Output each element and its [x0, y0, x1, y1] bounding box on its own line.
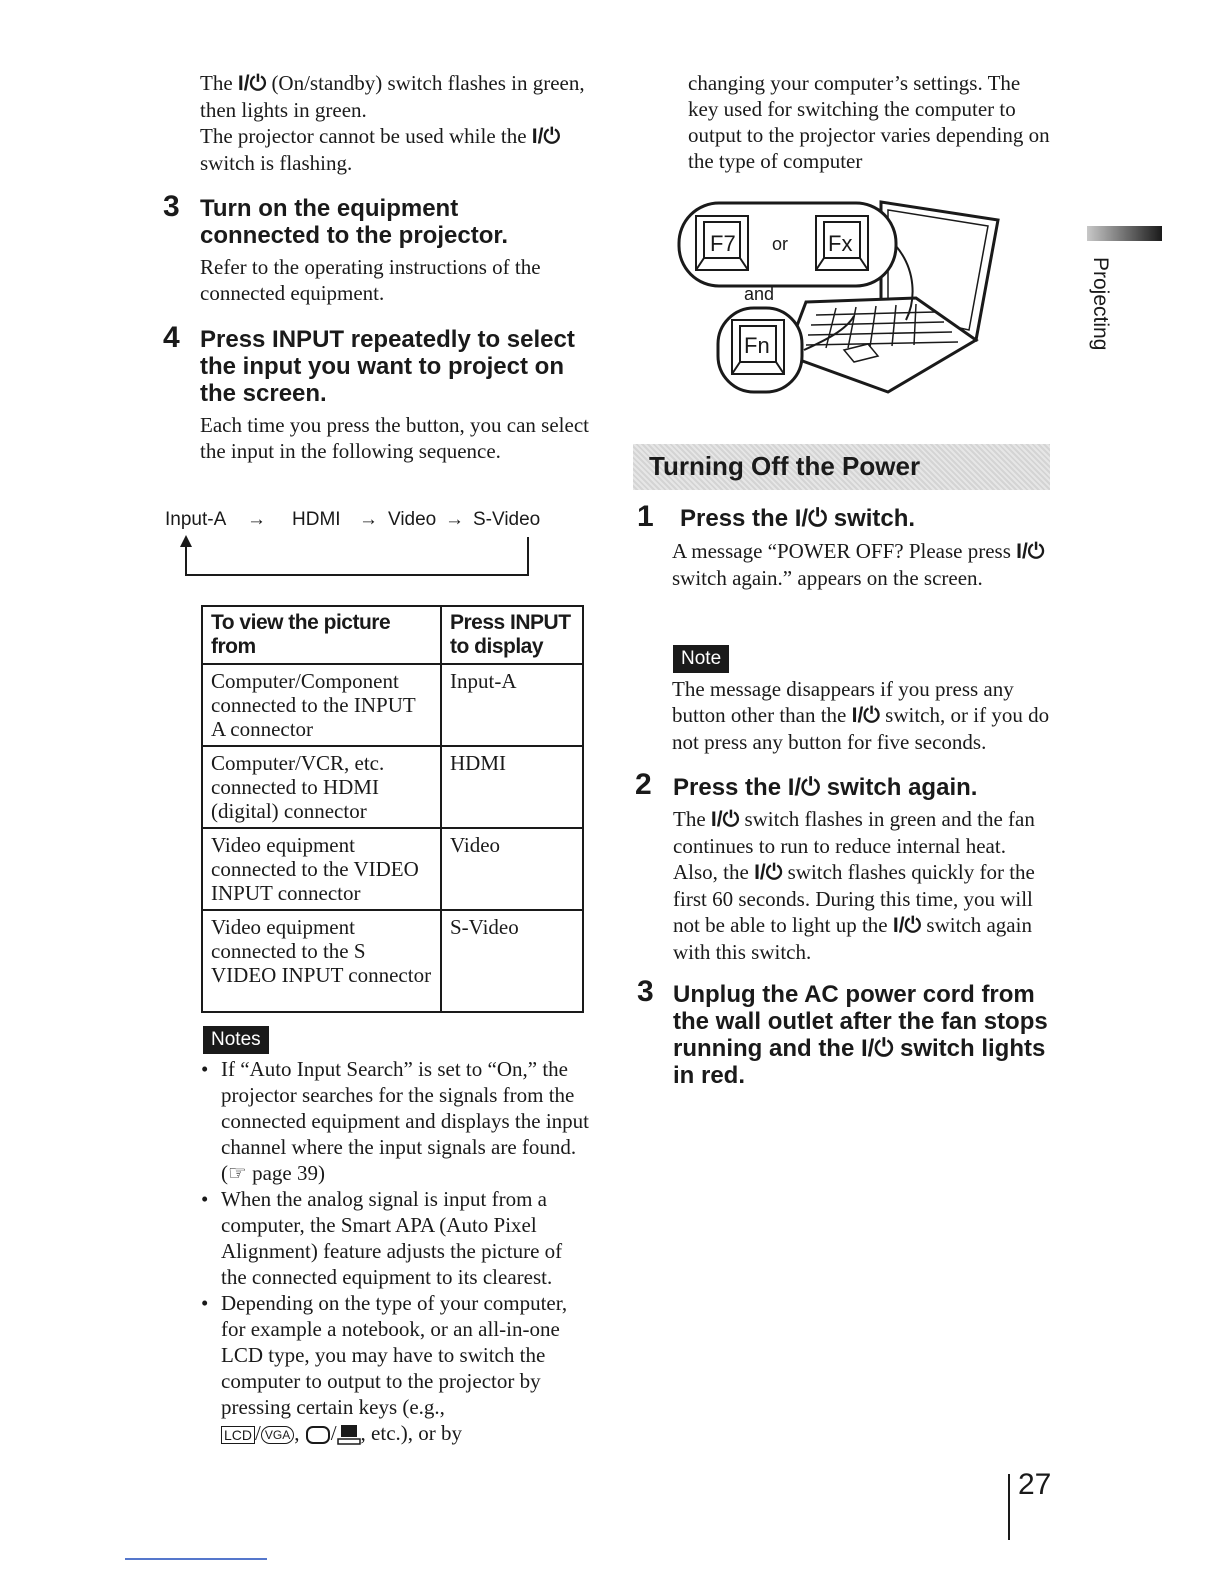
heading-text: switch again. — [820, 774, 978, 801]
body-text: A message “POWER OFF? Please press — [672, 539, 1017, 563]
body-text: The message disappears if you press any button other than the — [672, 677, 1014, 727]
list-item: • When the analog signal is input from a computer, the Smart APA (Auto Pixel Alignment) feature adjusts the picture of the connected equipment to its clearest. — [201, 1186, 591, 1290]
notes-badge: Notes — [203, 1026, 269, 1054]
lcd-key-icon — [221, 1426, 255, 1444]
side-tab-marker — [1087, 226, 1162, 241]
body-text: switch again with this switch. — [673, 913, 1032, 964]
continued-paragraph: changing your computer’s settings. The key used for switching the computer to output to the projector varies depending on the type of computer — [688, 71, 1050, 173]
step-heading — [673, 981, 1058, 1089]
illus-key-label: Fx — [828, 231, 853, 256]
vga-key-icon — [261, 1426, 294, 1444]
monitor-key-icon — [337, 1424, 361, 1446]
table-cell: S-Video — [441, 910, 583, 1012]
step-heading — [680, 505, 1050, 532]
heading-text: Unplug the AC power cord from the wall outlet after the fan stops running and the — [673, 981, 1048, 1062]
power-switch-symbol: I/⏻ — [787, 774, 821, 801]
sequence-item: Video — [388, 509, 437, 530]
footer-link-rule — [125, 1558, 267, 1560]
table-header: To view the picture from — [202, 606, 441, 664]
step-heading: Turn on the equipment connected to the projector. — [200, 195, 509, 249]
power-switch-symbol: I/⏻ — [531, 125, 561, 148]
input-table — [201, 605, 584, 1013]
heading-text: Press the — [680, 505, 795, 532]
power-switch-symbol: I/⏻ — [851, 704, 880, 727]
step-body: Refer to the operating instructions of the connected equipment. — [200, 255, 541, 305]
table-row — [202, 664, 583, 746]
intro-text: The projector cannot be used while the — [200, 124, 532, 148]
arrow-right-icon: → — [445, 509, 464, 530]
arrow-right-icon: → — [247, 509, 266, 530]
input-sequence-diagram — [165, 509, 585, 579]
heading-text: switch lights in red. — [673, 1035, 1046, 1089]
table-cell: Computer/VCR, etc. connected to HDMI (digital) connector — [202, 746, 441, 828]
step-body — [673, 806, 1053, 965]
vga-key-label: VGA — [264, 1428, 291, 1443]
list-item: • If “Auto Input Search” is set to “On,” the projector searches for the signals from the connected equipment and displays the input channel where the input signals are found. (☞ page 39) — [201, 1056, 591, 1186]
heading-text: switch. — [827, 505, 916, 532]
arrow-right-icon: → — [359, 509, 378, 530]
body-text: switch again.” appears on the screen. — [672, 566, 983, 590]
notes-block — [201, 1056, 591, 1446]
table-row — [202, 828, 583, 910]
power-switch-symbol: I/⏻ — [1016, 540, 1045, 563]
notes-list — [201, 1056, 591, 1446]
step-body — [672, 538, 1052, 591]
sequence-item: Input-A — [165, 509, 227, 530]
body-text: The — [673, 807, 711, 831]
step-body: Each time you press the button, you can select the input in the following sequence. — [200, 413, 589, 463]
step-number: 4 — [163, 321, 180, 354]
step-heading — [673, 774, 1053, 801]
page-number: 27 — [1018, 1468, 1052, 1501]
illus-and-label: and — [744, 284, 775, 304]
input-table-container — [201, 605, 584, 1013]
heading-text: Press the — [673, 774, 788, 801]
table-cell: Video — [441, 828, 583, 910]
sequence-item: S-Video — [473, 509, 541, 530]
step-number: 3 — [637, 975, 654, 1008]
note-badge: Note — [673, 645, 729, 673]
lcd-key-label: LCD — [224, 1427, 253, 1444]
table-row — [202, 746, 583, 828]
laptop-keys-illustration — [676, 190, 1016, 400]
table-cell: Input-A — [441, 664, 583, 746]
body-text: switch flashes quickly for the first 60 seconds. During this time, you will not be able to light up the — [673, 860, 1035, 937]
note-text: Depending on the type of your computer, for example a notebook, or an all-in-one LCD type, you may have to switch the computer to output to the projector by pressing certain keys (e.g., — [221, 1291, 568, 1419]
body-text: switch flashes in green and the fan continues to run to reduce internal heat. Also, the — [673, 807, 1035, 884]
table-cell: Computer/Component connected to the INPUT A connector — [202, 664, 441, 746]
intro-text: The — [200, 71, 238, 95]
power-switch-symbol: I/⏻ — [794, 505, 828, 532]
display-toggle-key-icon — [305, 1425, 331, 1445]
step-number: 1 — [637, 500, 654, 533]
illus-key-label: Fn — [744, 333, 770, 358]
power-switch-symbol: I/⏻ — [860, 1035, 894, 1062]
step-heading: Press INPUT repeatedly to select the input you want to project on the screen. — [200, 326, 575, 407]
power-switch-symbol: I/⏻ — [892, 914, 922, 937]
table-cell: Video equipment connected to the VIDEO INPUT connector — [202, 828, 441, 910]
power-switch-symbol: I/⏻ — [754, 861, 783, 884]
note-text — [672, 676, 1052, 755]
table-header: Press INPUT to display — [441, 606, 583, 664]
table-cell: HDMI — [441, 746, 583, 828]
note-text: , etc.), or by — [360, 1421, 463, 1445]
side-tab-label: Projecting — [1089, 257, 1112, 351]
intro-paragraph — [200, 70, 590, 176]
illus-or-label: or — [772, 234, 789, 254]
body-text: switch, or if you do not press any button for five seconds. — [672, 703, 1050, 754]
list-item: • Depending on the type of your computer, for example a notebook, or an all-in-one LCD type, you may have to switch the computer to output to the projector by pressing certain keys (e.g., LCD / VGA , / , etc.), or by — [201, 1290, 591, 1446]
sequence-item: HDMI — [292, 509, 341, 530]
intro-text: switch is flashing. — [200, 151, 353, 175]
table-header-row — [202, 606, 583, 664]
table-cell: Video equipment connected to the S VIDEO INPUT connector — [202, 910, 441, 1012]
page-number-rule — [1008, 1474, 1010, 1540]
power-switch-symbol: I/⏻ — [710, 808, 740, 831]
loop-back-arrow-icon — [165, 533, 545, 579]
section-header-band — [633, 444, 1050, 490]
power-switch-symbol: I/⏻ — [237, 72, 267, 95]
step-number: 2 — [635, 768, 652, 801]
table-row — [202, 910, 583, 1012]
intro-text: (On/standby) switch flashes in green, then lights in green. — [200, 71, 585, 122]
step-number: 3 — [163, 190, 180, 223]
illus-key-label: F7 — [710, 231, 736, 256]
section-title: Turning Off the Power — [649, 451, 921, 481]
